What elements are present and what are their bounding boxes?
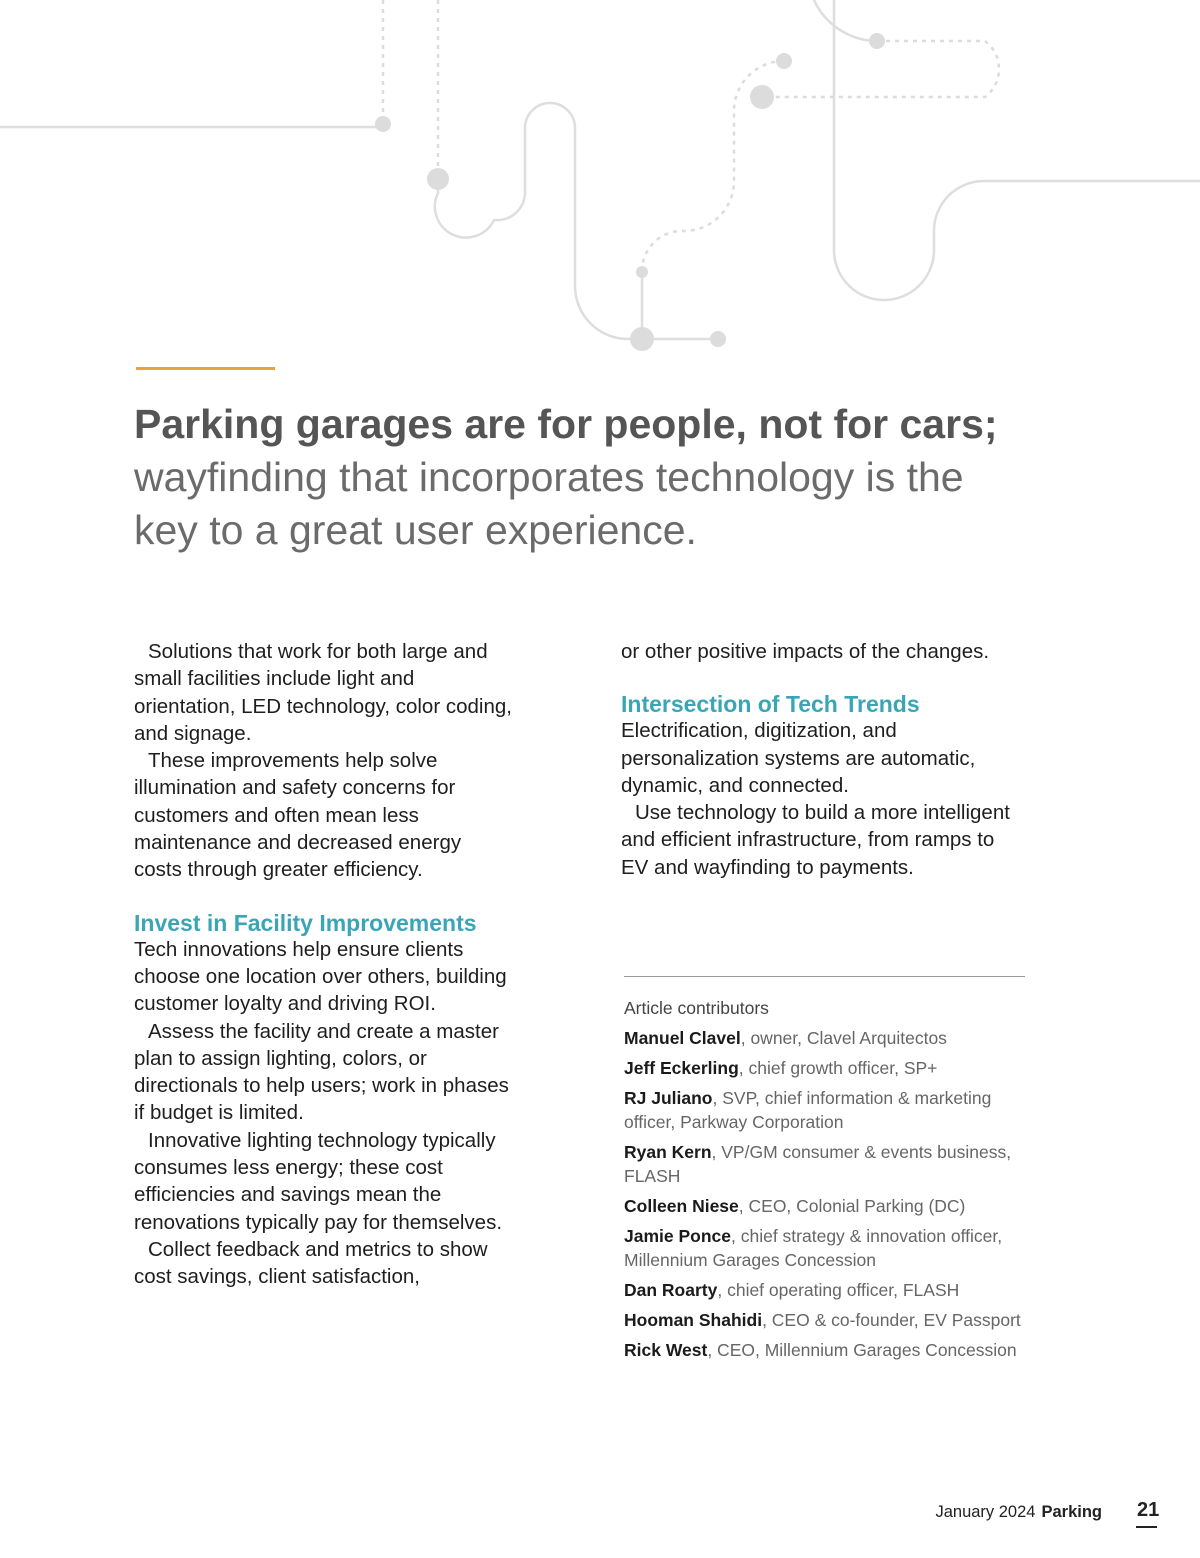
contributor-role: , chief growth officer, SP+ — [738, 1058, 938, 1078]
contributor-name: RJ Juliano — [624, 1088, 713, 1108]
decorative-circuit-lines — [0, 0, 1200, 400]
body-paragraph: Tech innovations help ensure clients choose one location over others, building customer loyalty and driving ROI. — [134, 937, 507, 1016]
contributor-name: Jamie Ponce — [624, 1226, 731, 1246]
contributor-role: , chief strategy & innovation officer, Millennium Garages Concession — [624, 1226, 1003, 1270]
contributor-role: , CEO, Colonial Parking (DC) — [738, 1196, 966, 1216]
contributor-row — [624, 1056, 1034, 1080]
page-number-underline — [1136, 1526, 1157, 1528]
contributor-name: Colleen Niese — [624, 1196, 739, 1216]
left-column — [134, 638, 514, 1291]
contributor-row — [624, 1338, 1034, 1362]
contributor-role: , CEO, Millennium Garages Concession — [707, 1340, 1017, 1360]
section-heading: Invest in Facility Improvements — [134, 909, 477, 936]
contributor-row — [624, 1086, 1034, 1134]
body-paragraph: Collect feedback and metrics to show cost savings, client satisfaction, — [134, 1237, 488, 1289]
issue-date: January 2024 — [935, 1503, 1036, 1521]
contributors-box — [624, 996, 1034, 1368]
contributor-role: , owner, Clavel Arquitectos — [740, 1028, 947, 1048]
contributor-row — [624, 1194, 1034, 1218]
contributor-role: , CEO & co-founder, EV Passport — [762, 1310, 1021, 1330]
contributor-row — [624, 1026, 1034, 1050]
contributor-role: , VP/GM consumer & events business, FLASH — [624, 1142, 1012, 1186]
contributor-row — [624, 1224, 1034, 1272]
accent-rule — [136, 367, 275, 370]
body-paragraph: Assess the facility and create a master plan to assign lighting, colors, or directionals to help users; work in phases if budget is limited. — [134, 1019, 509, 1125]
contributors-list — [624, 1026, 1034, 1362]
section-heading: Intersection of Tech Trends — [621, 691, 920, 718]
contributor-name: Dan Roarty — [624, 1280, 718, 1300]
contributor-row — [624, 1278, 1034, 1302]
headline-bold: Parking garages are for people, not for cars; — [134, 401, 998, 447]
right-column — [621, 638, 1021, 881]
body-paragraph: Electrification, digitization, and personalization systems are automatic, dynamic, and connected. — [621, 719, 976, 797]
contributor-role: , chief operating officer, FLASH — [717, 1280, 960, 1300]
contributor-name: Ryan Kern — [624, 1142, 712, 1162]
page-footer — [935, 1503, 1102, 1522]
magazine-name: Parking — [1041, 1503, 1102, 1521]
contributor-row — [624, 1308, 1034, 1332]
page-headline — [134, 398, 1014, 557]
contributor-name: Jeff Eckerling — [624, 1058, 739, 1078]
body-paragraph: These improvements help solve illumination and safety concerns for customers and often mean less maintenance and decreased energy costs through greater efficiency. — [134, 749, 462, 882]
contributor-row — [624, 1140, 1034, 1188]
contributor-name: Rick West — [624, 1340, 708, 1360]
contributor-name: Hooman Shahidi — [624, 1310, 763, 1330]
body-paragraph: Use technology to build a more intelligent and efficient infrastructure, from ramps to EV and wayfinding to payments. — [621, 801, 1010, 879]
headline-light: wayfinding that incorporates technology is the key to a great user experience. — [134, 454, 964, 553]
body-paragraph: Solutions that work for both large and small facilities include light and orientation, LED technology, color coding, and signage. — [134, 640, 512, 745]
contributors-title: Article contributors — [624, 998, 769, 1018]
contributors-divider — [624, 976, 1025, 977]
body-paragraph: Innovative lighting technology typically consumes less energy; these cost efficiencies and savings mean the renovations typically pay for themselves. — [134, 1128, 503, 1234]
contributor-role: , SVP, chief information & marketing officer, Parkway Corporation — [624, 1088, 992, 1132]
page-number: 21 — [1137, 1499, 1160, 1521]
contributor-name: Manuel Clavel — [624, 1028, 741, 1048]
body-paragraph: or other positive impacts of the changes. — [621, 640, 990, 663]
